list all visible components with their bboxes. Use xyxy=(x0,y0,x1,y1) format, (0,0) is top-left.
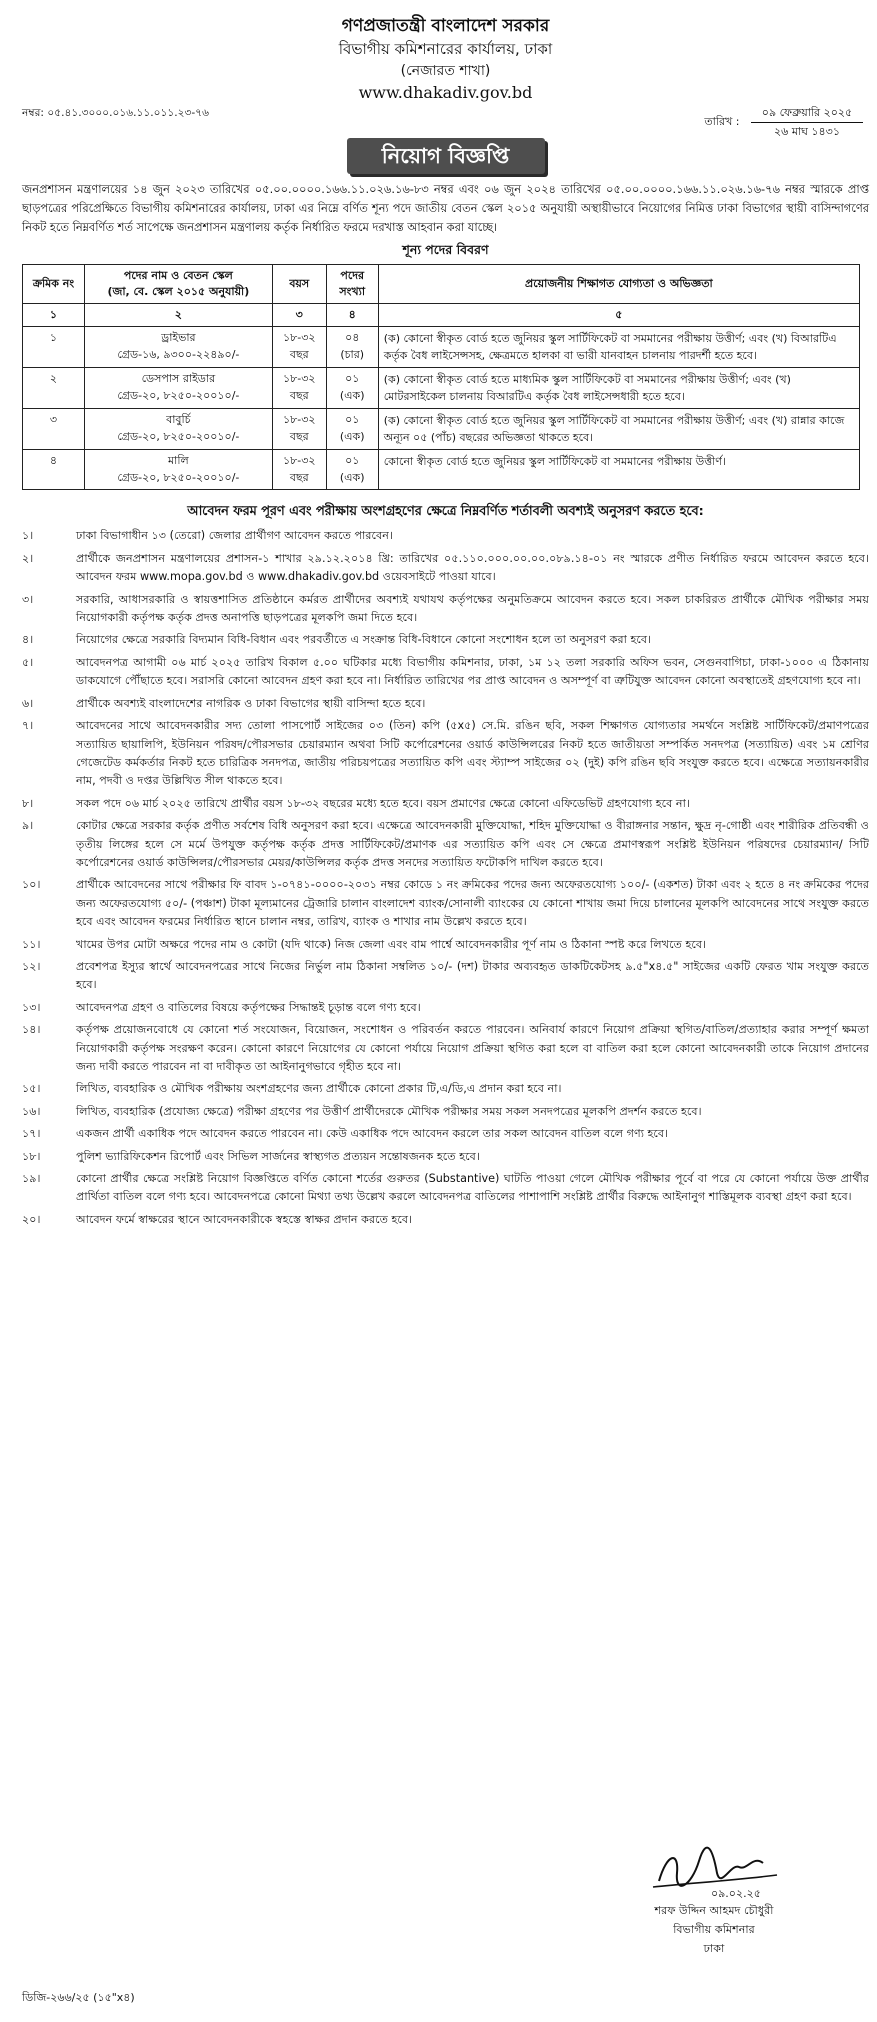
rule-item xyxy=(22,1170,869,1207)
rule-item xyxy=(22,550,869,587)
rule-number: ১০। xyxy=(22,878,41,892)
rule-text: সরকারি, আধাসরকারি ও স্বায়ত্তশাসিত প্রতিষ্ঠানে কর্মরত প্রার্থীদের অবশ্যই যথাযথ কর্তৃপক্ষের অনুমতিক্রমে আবেদন করতে হবে। সকল চাকরিরত প্রার্থীকে মৌখিক পরীক্ষার সময় নিয়োগকারী কর্তৃপক্ষ কর্তৃক প্রদত্ত অনাপত্তি ছাড়পত্রের মূলকপি জমা দিতে হবে। xyxy=(76,592,869,625)
post-name: মালি xyxy=(168,454,189,468)
rule-number: ১৬। xyxy=(22,1104,41,1118)
count-number: ০১ xyxy=(345,413,360,427)
rule-text: আবেদনপত্র আগামী ০৬ মার্চ ২০২৫ তারিখ বিকাল ৫.০০ ঘটিকার মধ্যে বিভাগীয় কমিশনার, ঢাকা, ১ম ১২ তলা সরকারি অফিস ভবন, সেগুনবাগিচা, ঢাকা-১০০০ এ ঠিকানায় ডাকযোগে পৌঁছাতে হবে। সরাসরি কোনো আবেদন গ্রহণ করা হবে না। নির্ধারিত তারিখের পর প্রাপ্ত আবেদন ও অসম্পূর্ণ বা ত্রুটিযুক্ত আবেদন কোনো অবস্থাতেই গ্রহণযোগ্য হবে না। xyxy=(76,655,869,688)
age-range: ১৮-৩২ xyxy=(282,331,316,345)
government-name: গণপ্রজাতন্ত্রী বাংলাদেশ সরকার xyxy=(341,16,550,36)
header-post-name-main: পদের নাম ও বেতন স্কেল xyxy=(123,268,233,282)
count-number: ০১ xyxy=(345,454,360,468)
age-range: ১৮-৩২ xyxy=(282,454,316,468)
rule-item xyxy=(22,717,869,791)
signature-date: ০৯.০২.২৫ xyxy=(711,1887,761,1899)
age-unit: বছর xyxy=(289,347,309,361)
date-values xyxy=(751,104,863,141)
date-bangla: ২৬ মাঘ ১৪৩১ xyxy=(774,125,840,138)
col-number: ১ xyxy=(23,303,85,327)
rule-item xyxy=(22,876,869,931)
col-number: ৫ xyxy=(378,303,859,327)
row-age xyxy=(272,327,326,368)
rule-text: প্রার্থীকে অবশ্যই বাংলাদেশের নাগরিক ও ঢাকা বিভাগের স্থায়ী বাসিন্দা হতে হবে। xyxy=(76,696,426,710)
row-count xyxy=(326,409,378,450)
rule-item xyxy=(22,631,869,649)
post-name: ড্রাইভার xyxy=(161,331,196,345)
header-age: বয়স xyxy=(272,264,326,303)
rule-text: আবেদন ফর্মে স্বাক্ষরের স্থানে আবেদনকারীকে স্বহস্তে স্বাক্ষর প্রদান করতে হবে। xyxy=(76,1212,413,1226)
rule-text: পুলিশ ভ্যারিফিকেশন রিপোর্ট এবং সিভিল সার্জনের স্বাস্থ্যগত প্রত্যয়ন সন্তোষজনক হতে হবে। xyxy=(76,1149,480,1163)
rule-number: ১৯। xyxy=(22,1172,41,1186)
row-qualification: (ক) কোনো স্বীকৃত বোর্ড হতে জুনিয়র স্কুল সার্টিফিকেট বা সমমানের পরীক্ষায় উত্তীর্ণ; এবং (খ) বিআরটিএ কর্তৃক বৈধ লাইসেন্সসহ, ক্ষেত্রমতে হালকা বা ভারী যানবাহন চালনায় পারদর্শী হতে হবে। xyxy=(378,327,859,368)
post-grade: গ্রেড-১৬, ৯৩০০-২২৪৯০/- xyxy=(117,347,240,361)
rule-text: কোটার ক্ষেত্রে সরকার কর্তৃক প্রণীত সর্বশেষ বিধি অনুসরণ করা হবে। এক্ষেত্রে আবেদনকারী মুক্তিযোদ্ধা, শহিদ মুক্তিযোদ্ধা ও বীরাঙ্গনার সন্তান, ক্ষুদ্র নৃ-গোষ্ঠী এবং শারীরিক প্রতিবন্ধী ও তৃতীয় লিঙ্গের হলে সে মর্মে উপযুক্ত কর্তৃপক্ষ কর্তৃক প্রদত্ত সার্টিফিকেট/প্রমাণক এর সত্যায়িত কপি এবং সে ক্ষেত্রে প্রমাণস্বরূপ সংশ্লিষ্ট ইউনিয়ন পরিষদের চেয়ারম্যান/ সিটি কর্পোরেশনের ওয়ার্ড কাউন্সিলর/পৌরসভার মেয়র/কাউন্সিলর কর্তৃক প্রদত্ত সনদের সত্যায়িত ফটোকপি দাখিল করতে হবে। xyxy=(76,819,869,869)
table-row xyxy=(23,327,860,368)
table-row xyxy=(23,368,860,409)
count-words: (এক) xyxy=(339,388,365,402)
rule-number: ৬। xyxy=(22,696,34,710)
rule-text: প্রার্থীকে জনপ্রশাসন মন্ত্রণালয়ের প্রশাসন-১ শাখার ২৯.১২.২০১৪ খ্রি: তারিখের ০৫.১১০.০০০.০০.০০.০৮৯.১৪-০১ নং স্মারকে প্রণীত নির্ধারিত ফরমে আবেদন করতে হবে। আবেদন ফরম www.mopa.gov.bd ও www.dhakadiv.gov.bd ওয়েবসাইটে পাওয়া যাবে। xyxy=(76,551,869,584)
rule-item xyxy=(22,936,869,954)
post-name: বাবুর্চি xyxy=(166,413,191,427)
rule-item xyxy=(22,999,869,1017)
rule-item xyxy=(22,527,869,545)
rule-number: ৮। xyxy=(22,796,34,810)
header-qualification: প্রয়োজনীয় শিক্ষাগত যোগ্যতা ও অভিজ্ঞতা xyxy=(378,264,859,303)
signatory-place: ঢাকা xyxy=(703,1942,725,1955)
rule-text: নিয়োগের ক্ষেত্রে সরকারি বিদ্যমান বিধি-বিধান এবং পরবর্তীতে এ সংক্রান্ত বিধি-বিধানে কোনো সংশোধন হলে তা অনুসরণ করা হবে। xyxy=(76,633,652,647)
rule-number: ১১। xyxy=(22,937,41,951)
count-number: ০১ xyxy=(345,372,360,386)
rule-text: সকল পদে ০৬ মার্চ ২০২৫ তারিখে প্রার্থীর বয়স ১৮-৩২ বছরের মধ্যে হতে হবে। বয়স প্রমাণের ক্ষেত্রে কোনো এফিডেভিট গ্রহণযোগ্য হবে না। xyxy=(76,796,690,810)
rule-number: ৭। xyxy=(22,719,34,733)
age-unit: বছর xyxy=(289,470,309,484)
notice-title: নিয়োগ বিজ্ঞপ্তি xyxy=(347,138,545,174)
rule-number: ১২। xyxy=(22,959,41,973)
date-label: তারিখ : xyxy=(704,115,740,129)
rule-item xyxy=(22,1125,869,1143)
row-qualification: (ক) কোনো স্বীকৃত বোর্ড হতে মাধ্যমিক স্কুল সার্টিফিকেট বা সমমানের পরীক্ষায় উত্তীর্ণ; এবং (খ) মোটরসাইকেল চালনায় বিআরটিএ কর্তৃক বৈধ লাইসেন্সধারী হতে হবে। xyxy=(378,368,859,409)
row-count xyxy=(326,327,378,368)
post-grade: গ্রেড-২০, ৮২৫০-২০০১০/- xyxy=(117,470,240,484)
row-post xyxy=(84,327,272,368)
row-serial: ৪ xyxy=(23,450,85,490)
rule-text: কর্তৃপক্ষ প্রয়োজনবোধে যে কোনো শর্ত সংযোজন, বিয়োজন, সংশোধন ও পরিবর্তন করতে পারবেন। অনিবার্য কারণে নিয়োগ প্রক্রিয়া স্থগিত/বাতিল/প্রত্যাহার করার সম্পূর্ণ ক্ষমতা নিয়োগকারী কর্তৃপক্ষ সংরক্ষণ করেন। কোনো কারণে নিয়োগের যে কোনো পর্যায়ে নিয়োগ প্রক্রিয়া স্থগিত করা হলে বা বাতিল করা হলে কোনো আবেদনকারী তাকে নিয়োগ প্রদানের জন্য দাবী করতে পারবেন না বা দাবীকৃত তা আইনানুগভাবে গৃহীত হবে না। xyxy=(76,1023,869,1073)
count-words: (এক) xyxy=(339,470,365,484)
row-post xyxy=(84,368,272,409)
age-unit: বছর xyxy=(289,429,309,443)
memo-number: নম্বর: ০৫.৪১.৩০০০.০১৬.১১.০১১.২৩-৭৬ xyxy=(22,107,210,119)
rule-text: প্রার্থীকে আবেদনের সাথে পরীক্ষার ফি বাবদ ১-০৭৪১-০০০০-২০৩১ নম্বর কোডে ১ নং ক্রমিকের পদের জন্য অফেরতযোগ্য ১০০/- (একশত) টাকা এবং ২ হতে ৪ নং ক্রমিকের পদের জন্য অফেরতযোগ্য ৫০/- (পঞ্চাশ) টাকা মূল্যমানের ট্রেজারি চালান বাংলাদেশ ব্যাংক/সোনালী ব্যাংকের যে কোনো শাখায় জমা দিয়ে চালানের মূলকপি আবেদনের সাথে সংযুক্ত করতে হবে এবং আবেদন ফরমের নির্ধারিত স্থানে চালান নম্বর, তারিখ, ব্যাংক ও শাখার নাম উল্লেখ করতে হবে। xyxy=(76,878,869,929)
vacancy-table xyxy=(22,264,860,491)
count-words: (এক) xyxy=(339,429,365,443)
date-block xyxy=(704,104,863,141)
rule-item xyxy=(22,817,869,872)
rule-text: একজন প্রার্থী একাধিক পদে আবেদন করতে পারবেন না। কেউ একাধিক পদে আবেদন করলে তার সকল আবেদন বাতিল বলে গণ্য হবে। xyxy=(76,1127,669,1141)
col-number: ৪ xyxy=(326,303,378,327)
rule-text: খামের উপর মোটা অক্ষরে পদের নাম ও কোটা (যদি থাকে) নিজ জেলা এবং বাম পার্শ্বে আবেদনকারীর পূর্ণ নাম ও ঠিকানা স্পষ্ট করে লিখতে হবে। xyxy=(76,937,707,951)
rule-text: প্রবেশপত্র ইস্যুর স্বার্থে আবেদনপত্রের সাথে নিজের নির্ভুল নাম ঠিকানা সম্বলিত ১০/- (দশ) টাকার অব্যবহৃত ডাকটিকেটসহ ৯.৫"x৪.৫" সাইজের একটি ফেরত খাম সংযুক্ত করতে হবে। xyxy=(76,959,869,992)
rule-text: লিখিত, ব্যবহারিক ও মৌখিক পরীক্ষায় অংশগ্রহণের জন্য প্রার্থীকে কোনো প্রকার টি,এ/ডি,এ প্রদান করা হবে না। xyxy=(76,1082,562,1096)
row-serial: ১ xyxy=(23,327,85,368)
signature-block xyxy=(609,1843,819,1958)
rule-item xyxy=(22,654,869,691)
col-number: ৩ xyxy=(272,303,326,327)
header-count: পদের সংখ্যা xyxy=(326,264,378,303)
rule-number: ৫। xyxy=(22,655,34,669)
column-number-row xyxy=(23,303,860,327)
rule-text: ঢাকা বিভাগাধীন ১৩ (তেরো) জেলার প্রার্থীগণ আবেদন করতে পারবেন। xyxy=(76,529,393,543)
col-number: ২ xyxy=(84,303,272,327)
header-serial: ক্রমিক নং xyxy=(23,264,85,303)
post-name: ডেসপাস রাইডার xyxy=(141,372,216,386)
post-grade: গ্রেড-২০, ৮২৫০-২০০১০/- xyxy=(117,388,240,402)
rule-number: ১৮। xyxy=(22,1149,41,1163)
row-post xyxy=(84,450,272,490)
signatory-name: শরফ উদ্দিন আহমদ চৌধুরী xyxy=(654,1904,774,1917)
signature-scribble xyxy=(639,1843,789,1899)
post-grade: গ্রেড-২০, ৮২৫০-২০০১০/- xyxy=(117,429,240,443)
row-serial: ৩ xyxy=(23,409,85,450)
rule-number: ৪। xyxy=(22,633,34,647)
row-post xyxy=(84,409,272,450)
header-post-name-sub: (জা, বে. স্কেল ২০১৫ অনুযায়ী) xyxy=(107,284,250,298)
rule-number: ১৪। xyxy=(22,1023,41,1037)
count-number: ০৪ xyxy=(345,331,360,345)
row-count xyxy=(326,368,378,409)
age-unit: বছর xyxy=(289,388,309,402)
rule-item xyxy=(22,695,869,713)
rules-title: আবেদন ফরম পূরণ এবং পরীক্ষায় অংশগ্রহণের ক্ষেত্রে নিম্নবর্ণিত শর্তাবলী অবশ্যই অনুসরণ করতে হবে: xyxy=(187,504,704,520)
rule-item xyxy=(22,795,869,813)
rule-number: ১৭। xyxy=(22,1127,41,1141)
rule-text: লিখিত, ব্যবহারিক (প্রযোজ্য ক্ষেত্রে) পরীক্ষা গ্রহণের পর উত্তীর্ণ প্রার্থীদেরকে মৌখিক পরীক্ষার সময় সকল সনদপত্রের মূলকপি প্রদর্শন করতে হবে। xyxy=(76,1104,702,1118)
letterhead xyxy=(22,0,869,104)
rule-item xyxy=(22,1021,869,1076)
rule-item xyxy=(22,958,869,995)
age-range: ১৮-৩২ xyxy=(282,413,316,427)
print-code: ডিজি-২৬৬/২৫ (১৫"x৪) xyxy=(22,1991,135,2004)
row-age xyxy=(272,409,326,450)
table-row xyxy=(23,450,860,490)
header-post-name xyxy=(84,264,272,303)
rule-item xyxy=(22,1211,869,1229)
rule-item xyxy=(22,1080,869,1098)
row-age xyxy=(272,450,326,490)
count-words: (চার) xyxy=(340,347,365,361)
rule-text: আবেদনের সাথে আবেদনকারীর সদ্য তোলা পাসপোর্ট সাইজের ০৩ (তিন) কপি (৫x৫) সে.মি. রঙিন ছবি, সকল শিক্ষাগত যোগ্যতার সমর্থনে সংশ্লিষ্ট সার্টিফিকেট/প্রমাণপত্রের সত্যায়িত ছায়ালিপি, ইউনিয়ন পরিষদ/পৌরসভার চেয়ারম্যান অথবা সিটি কর্পোরেশনের ওয়ার্ড কাউন্সিলরের নিকট হতে জাতীয়তা সম্পর্কিত সনদপত্র (সত্যায়িত) এবং ১ম শ্রেণির গেজেটেড কর্মকর্তার নিকট হতে চারিত্রিক সনদপত্র, জাতীয় পরিচয়পত্রের সত্যায়িত কপি এবং স্ট্যাম্প সাইজের ০২ (দুই) কপি রঙিন ছবি সংযুক্ত করতে হবে। এক্ষেত্রে সত্যায়নকারীর নাম, পদবী ও দপ্তর উল্লিখিত সীল থাকতে হবে। xyxy=(76,719,869,788)
row-qualification: কোনো স্বীকৃত বোর্ড হতে জুনিয়র স্কুল সার্টিফিকেট বা সমমানের পরীক্ষায় উত্তীর্ণ। xyxy=(378,450,859,490)
row-serial: ২ xyxy=(23,368,85,409)
rule-text: আবেদনপত্র গ্রহণ ও বাতিলের বিষয়ে কর্তৃপক্ষের সিদ্ধান্তই চূড়ান্ত বলে গণ্য হবে। xyxy=(76,1000,421,1014)
row-age xyxy=(272,368,326,409)
signatory-designation: বিভাগীয় কমিশনার xyxy=(673,1923,755,1936)
rule-item xyxy=(22,591,869,628)
website-url: www.dhakadiv.gov.bd xyxy=(358,83,533,102)
rule-text: কোনো প্রার্থীর ক্ষেত্রে সংশ্লিষ্ট নিয়োগ বিজ্ঞপ্তিতে বর্ণিত কোনো শর্তের গুরুতর (Substantive) ঘাটতি পাওয়া গেলে মৌখিক পরীক্ষার পূর্বে বা পরে যে কোনো পর্যায়ে উক্ত প্রার্থীর প্রার্থিতা বাতিল বলে গণ্য হবে। আবেদনপত্রে কোনো মিথ্যা তথ্য উল্লেখ করলে আবেদনপত্র বাতিলের পাশাপাশি সংশ্লিষ্ট প্রার্থীর বিরুদ্ধে আইনানুগ শাস্তিমূলক ব্যবস্থা গ্রহণ করা হবে। xyxy=(76,1172,869,1204)
intro-paragraph: জনপ্রশাসন মন্ত্রণালয়ের ১৪ জুন ২০২৩ তারিখের ০৫.০০.০০০০.১৬৬.১১.০২৬.১৬-৮৩ নম্বর এবং ০৬ জুন ২০২৪ তারিখের ০৫.০০.০০০০.১৬৬.১১.০২৬.১৬-৭৬ নম্বর স্মারকে প্রাপ্ত ছাড়পত্রের পরিপ্রেক্ষিতে বিভাগীয় কমিশনারের কার্যালয়, ঢাকা এর নিম্নে বর্ণিত শূন্য পদে জাতীয় বেতন স্কেল ২০১৫ অনুযায়ী অস্থায়ীভাবে নিয়োগের নিমিত্ত ঢাকা বিভাগের স্থায়ী বাসিন্দাগণের নিকট হতে নিম্নবর্ণিত শর্ত সাপেক্ষে জনপ্রশাসন মন্ত্রণালয় কর্তৃক নির্ধারিত ফরমে দরখাস্ত আহবান করা যাচ্ছে। xyxy=(22,182,869,234)
vacancy-title: শূন্য পদের বিবরণ xyxy=(402,242,489,257)
rules-list xyxy=(22,527,869,1229)
table-header-row xyxy=(23,264,860,303)
branch-name: (নেজারত শাখা) xyxy=(400,63,491,79)
reference-row xyxy=(22,104,869,148)
rule-number: ৩। xyxy=(22,592,34,606)
office-name: বিভাগীয় কমিশনারের কার্যালয়, ঢাকা xyxy=(338,40,553,58)
rule-number: ১৩। xyxy=(22,1000,41,1014)
row-count xyxy=(326,450,378,490)
table-row xyxy=(23,409,860,450)
rule-number: ১৫। xyxy=(22,1082,41,1096)
rule-number: ১। xyxy=(22,529,34,543)
rule-number: ২। xyxy=(22,551,34,565)
rule-item xyxy=(22,1103,869,1121)
age-range: ১৮-৩২ xyxy=(282,372,316,386)
row-qualification: (ক) কোনো স্বীকৃত বোর্ড হতে জুনিয়র স্কুল সার্টিফিকেট বা সমমানের পরীক্ষায় উত্তীর্ণ; এবং (খ) রান্নার কাজে অন্যূন ০৫ (পাঁচ) বছরের অভিজ্ঞতা থাকতে হবে। xyxy=(378,409,859,450)
rule-number: ২০। xyxy=(22,1212,41,1226)
rule-item xyxy=(22,1148,869,1166)
rule-number: ৯। xyxy=(22,819,34,833)
date-english: ০৯ ফেব্রুয়ারি ২০২৫ xyxy=(751,104,863,123)
